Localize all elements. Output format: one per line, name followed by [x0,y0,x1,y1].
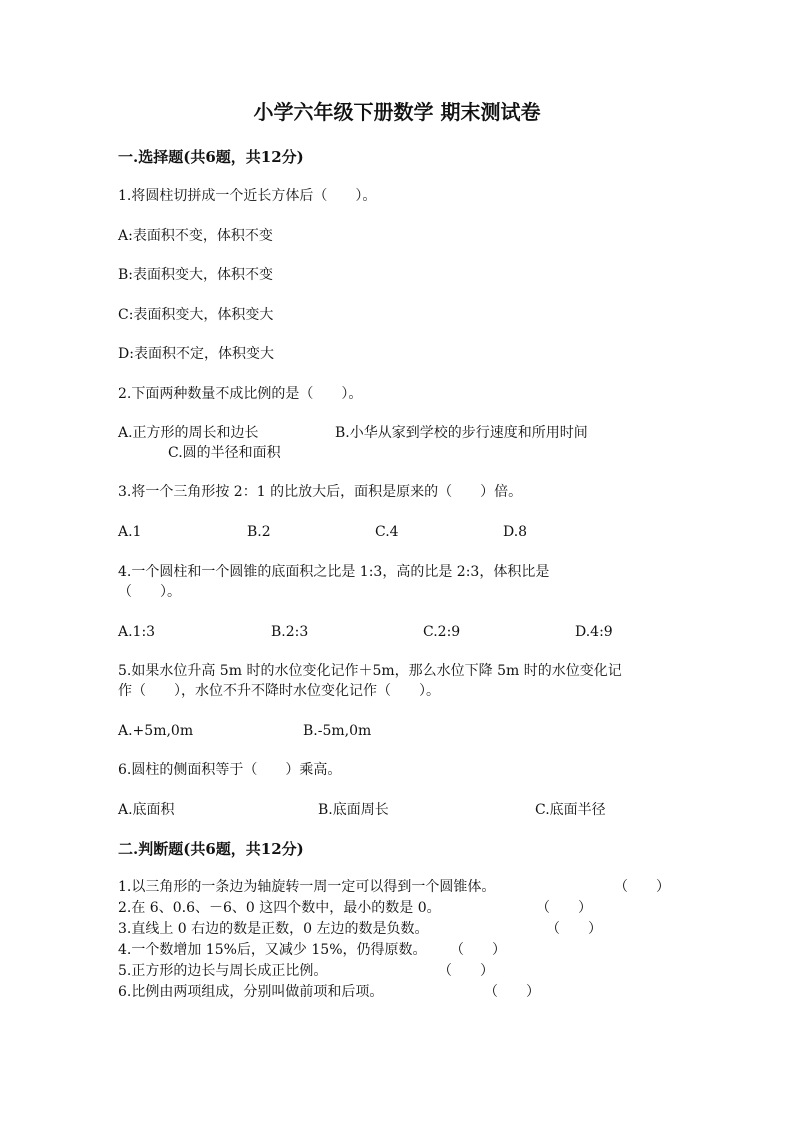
q5-stem-line2: 作（ ），水位不升不降时水位变化记作（ ）。 [118,683,440,699]
answer-parentheses[interactable]: （ ） [484,984,540,1000]
judgement-item [118,982,718,1003]
q3-option-a: A.1 [118,524,142,540]
q5-option-b: B.-5m,0m [303,723,372,739]
q3-option-d: D.8 [503,524,528,540]
judgement-item [118,898,718,919]
judgement-item [118,919,718,940]
judgement-text: 6.比例由两项组成，分别叫做前项和后项。 [118,984,384,1000]
answer-parentheses[interactable]: （ ） [546,921,602,937]
q2-option-b: B.小华从家到学校的步行速度和所用时间 [335,425,588,441]
q4-option-d: D.4:9 [575,624,613,640]
q4-stem-line2: （ ）。 [118,584,181,600]
q3-stem: 3.将一个三角形按 2：1 的比放大后，面积是原来的（ ）倍。 [118,484,523,500]
q1-stem: 1.将圆柱切拼成一个近长方体后（ ）。 [118,188,377,204]
judgement-item [118,961,718,982]
q6-stem: 6.圆柱的侧面积等于（ ）乘高。 [118,762,342,778]
section2-heading: 二.判断题(共6题，共12分) [118,840,304,858]
q4-option-c: C.2:9 [423,624,461,640]
q5-stem-line1: 5.如果水位升高 5m 时的水位变化记作＋5m，那么水位下降 5m 时的水位变化记 [118,663,622,679]
judgement-text: 2.在 6、0.6、－6、0 这四个数中，最小的数是 0。 [118,900,441,916]
q6-option-c: C.底面半径 [535,802,606,818]
q3-option-c: C.4 [375,524,399,540]
q2-option-c: C.圆的半径和面积 [168,445,281,461]
answer-parentheses[interactable]: （ ） [450,942,506,958]
page-title: 小学六年级下册数学 期末测试卷 [253,100,541,124]
q6-option-a: A.底面积 [118,802,175,818]
q4-option-a: A.1:3 [118,624,156,640]
section1-heading: 一.选择题(共6题，共12分) [118,148,304,166]
answer-parentheses[interactable]: （ ） [438,963,494,979]
q5-option-a: A.+5m,0m [118,723,194,739]
q2-option-a: A.正方形的周长和边长 [118,425,259,441]
judgement-item [118,877,718,898]
judgement-text: 4.一个数增加 15%后，又减少 15%，仍得原数。 [118,942,427,958]
judgement-item [118,940,718,961]
judgement-list [118,877,718,1003]
q4-option-b: B.2:3 [271,624,309,640]
q1-option-c: C:表面积变大，体积变大 [118,307,274,323]
q1-option-d: D:表面积不定，体积变大 [118,346,274,362]
q4-stem-line1: 4.一个圆柱和一个圆锥的底面积之比是 1:3，高的比是 2:3，体积比是 [118,564,550,580]
q6-option-b: B.底面周长 [318,802,389,818]
judgement-text: 5.正方形的边长与周长成正比例。 [118,963,328,979]
q2-stem: 2.下面两种数量不成比例的是（ ）。 [118,386,363,402]
q1-option-b: B:表面积变大，体积不变 [118,267,274,283]
judgement-text: 3.直线上 0 右边的数是正数，0 左边的数是负数。 [118,921,429,937]
answer-parentheses[interactable]: （ ） [614,879,670,895]
q3-option-b: B.2 [247,524,271,540]
answer-parentheses[interactable]: （ ） [536,900,592,916]
q1-option-a: A:表面积不变，体积不变 [118,228,273,244]
judgement-text: 1.以三角形的一条边为轴旋转一周一定可以得到一个圆锥体。 [118,879,496,895]
